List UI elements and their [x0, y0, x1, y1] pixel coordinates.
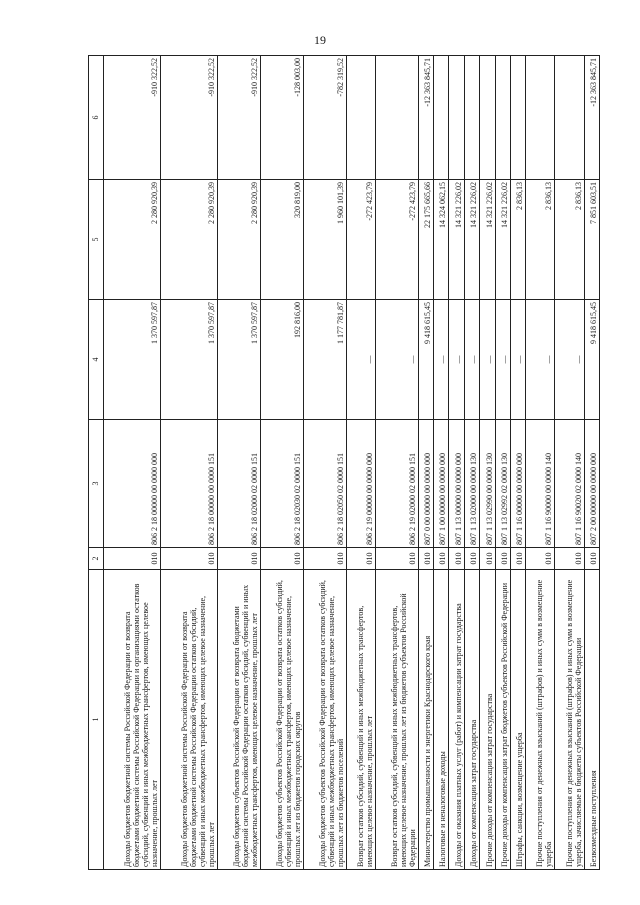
row-diff-value: -910 322,52	[217, 56, 260, 180]
row-diff-value: -910 322,52	[160, 56, 217, 180]
row-diff-value	[495, 56, 510, 180]
row-name: Доходы от оказания платных услуг (работ) и компенсации затрат государства	[449, 570, 464, 870]
column-header-2: 2	[89, 548, 104, 570]
column-header-6: 6	[89, 56, 104, 180]
row-name: Доходы бюджетов субъектов Российской Федерации от возврата остатков субсидий, субвенций и иных межбюджетных трансфертов, имеющих целевое назначение, прошлых лет из бюджетов поселений	[303, 570, 346, 870]
row-name: Прочие поступления от денежных взысканий (штрафов) и иных сумм в возмещение ущерба	[526, 570, 555, 870]
row-admin-code: 010	[346, 548, 375, 570]
row-plan-value: 9 418 615,45	[584, 300, 599, 420]
row-diff-value: -12 363 845,71	[584, 56, 599, 180]
row-exec-value: 14 321 226,02	[480, 180, 495, 300]
row-plan-value: —	[434, 300, 449, 420]
row-budget-code: 807 1 13 02990 00 0000 130	[480, 420, 495, 548]
row-name: Доходы бюджетов субъектов Российской Федерации от возврата бюджетами бюджетной системы Российской Федерации остатков субсидий, субвенций и иных межбюджетных трансфертов, имеющих целевое назначение, прошлых лет	[217, 570, 260, 870]
page-number: 19	[314, 33, 326, 47]
rotated-table	[88, 56, 600, 870]
row-plan-value: —	[449, 300, 464, 420]
row-name: Доходы от компенсации затрат государства	[464, 570, 479, 870]
row-admin-code: 010	[526, 548, 555, 570]
row-exec-value: 1 960 101,39	[303, 180, 346, 300]
row-admin-code: 010	[217, 548, 260, 570]
table-row	[434, 56, 449, 870]
row-admin-code: 010	[510, 548, 525, 570]
table-row	[480, 56, 495, 870]
row-diff-value	[526, 56, 555, 180]
row-exec-value: 2 836,13	[555, 180, 584, 300]
row-budget-code: 807 2 00 00000 00 0000 000	[584, 420, 599, 548]
table-row	[510, 56, 525, 870]
row-budget-code: 806 2 18 02050 02 0000 151	[303, 420, 346, 548]
row-name: Доходы бюджетов бюджетной системы Российской Федерации от возврата бюджетами бюджетной системы Российской Федерации остатков субсидий, субвенций и иных межбюджетных трансфертов, имеющих целевое назначение, прошлых лет	[160, 570, 217, 870]
row-name: Прочие поступления от денежных взысканий (штрафов) и иных сумм в возмещение ущерба, зачисляемые в бюджеты субъектов Российской Федерации	[555, 570, 584, 870]
row-exec-value: 7 851 603,51	[584, 180, 599, 300]
row-name: Налоговые и неналоговые доходы	[434, 570, 449, 870]
table-row	[346, 56, 375, 870]
table-row	[375, 56, 418, 870]
row-exec-value: 22 175 665,66	[418, 180, 433, 300]
row-admin-code: 010	[104, 548, 161, 570]
row-name: Прочие доходы от компенсации затрат бюджетов субъектов Российской Федерации	[495, 570, 510, 870]
row-plan-value: —	[495, 300, 510, 420]
row-budget-code: 806 2 19 02000 02 0000 151	[375, 420, 418, 548]
row-plan-value: —	[480, 300, 495, 420]
row-plan-value: 192 816,00	[260, 300, 303, 420]
column-header-3: 3	[89, 420, 104, 548]
row-exec-value: -272 423,79	[346, 180, 375, 300]
row-name: Безвозмездные поступления	[584, 570, 599, 870]
row-plan-value: —	[510, 300, 525, 420]
row-admin-code: 010	[434, 548, 449, 570]
table-row	[584, 56, 599, 870]
row-name: Министерство промышленности и энергетики Краснодарского края	[418, 570, 433, 870]
row-budget-code: 807 1 13 02992 02 0000 130	[495, 420, 510, 548]
row-diff-value	[555, 56, 584, 180]
row-exec-value: 2 280 920,39	[104, 180, 161, 300]
table-row	[464, 56, 479, 870]
row-diff-value: -128 003,00	[260, 56, 303, 180]
table-row	[260, 56, 303, 870]
row-diff-value	[480, 56, 495, 180]
table-row	[217, 56, 260, 870]
row-exec-value: 2 836,13	[510, 180, 525, 300]
table-row	[495, 56, 510, 870]
row-budget-code: 806 2 18 02000 02 0000 151	[217, 420, 260, 548]
revenue-table	[88, 55, 600, 870]
row-name: Возврат остатков субсидий, субвенций и иных межбюджетных трансфертов, имеющих целевое назначение, прошлых лет	[346, 570, 375, 870]
row-name: Прочие доходы от компенсации затрат государства	[480, 570, 495, 870]
row-plan-value: 1 370 597,87	[217, 300, 260, 420]
row-admin-code: 010	[495, 548, 510, 570]
table-row	[418, 56, 433, 870]
row-exec-value: -272 423,79	[375, 180, 418, 300]
row-budget-code: 806 2 18 00000 00 0000 151	[160, 420, 217, 548]
row-plan-value: —	[526, 300, 555, 420]
row-exec-value: 14 321 226,02	[495, 180, 510, 300]
row-diff-value	[510, 56, 525, 180]
column-header-4: 4	[89, 300, 104, 420]
row-name: Штрафы, санкции, возмещение ущерба	[510, 570, 525, 870]
row-plan-value: —	[464, 300, 479, 420]
row-plan-value: 1 370 597,87	[160, 300, 217, 420]
row-plan-value: 1 177 781,87	[303, 300, 346, 420]
row-budget-code: 807 0 00 00000 00 0000 000	[418, 420, 433, 548]
row-budget-code: 807 1 16 00000 00 0000 000	[510, 420, 525, 548]
row-plan-value: 9 418 615,45	[418, 300, 433, 420]
row-admin-code: 010	[464, 548, 479, 570]
column-header-5: 5	[89, 180, 104, 300]
column-header-1: 1	[89, 570, 104, 870]
row-exec-value: 2 280 920,39	[217, 180, 260, 300]
row-admin-code: 010	[375, 548, 418, 570]
row-admin-code: 010	[418, 548, 433, 570]
row-budget-code: 807 1 13 00000 00 0000 000	[449, 420, 464, 548]
row-diff-value	[449, 56, 464, 180]
row-diff-value	[434, 56, 449, 180]
row-name: Возврат остатков субсидий, субвенций и иных межбюджетных трансфертов, имеющих целевое назначение, прошлых лет из бюджетов субъектов Российской Федерации	[375, 570, 418, 870]
row-diff-value: -782 319,52	[303, 56, 346, 180]
row-budget-code: 806 2 18 02030 02 0000 151	[260, 420, 303, 548]
row-diff-value	[464, 56, 479, 180]
row-exec-value: 2 836,13	[526, 180, 555, 300]
row-diff-value: -12 363 845,71	[418, 56, 433, 180]
row-plan-value: —	[346, 300, 375, 420]
row-budget-code: 806 2 19 00000 00 0000 000	[346, 420, 375, 548]
row-budget-code: 806 2 18 00000 00 0000 000	[104, 420, 161, 548]
row-admin-code: 010	[555, 548, 584, 570]
row-diff-value	[375, 56, 418, 180]
row-exec-value: 14 321 226,02	[449, 180, 464, 300]
row-name: Доходы бюджетов бюджетной системы Российской Федерации от возврата бюджетами бюджетной системы Российской Федерации и организациями остатков субсидий, субвенций и иных межбюджетных трансфертов, имеющих целевое назначение, прошлых лет	[104, 570, 161, 870]
row-exec-value: 14 321 226,02	[464, 180, 479, 300]
header-row	[89, 56, 104, 870]
table-row	[555, 56, 584, 870]
row-exec-value: 14 324 062,15	[434, 180, 449, 300]
row-exec-value: 320 819,00	[260, 180, 303, 300]
row-plan-value: —	[555, 300, 584, 420]
row-admin-code: 010	[303, 548, 346, 570]
row-admin-code: 010	[160, 548, 217, 570]
row-admin-code: 010	[449, 548, 464, 570]
table-row	[104, 56, 161, 870]
row-budget-code: 807 1 16 90000 00 0000 140	[526, 420, 555, 548]
row-name: Доходы бюджетов субъектов Российской Федерации от возврата остатков субсидий, субвенций и иных межбюджетных трансфертов, имеющих целевое назначение, прошлых лет из бюджетов городских округов	[260, 570, 303, 870]
row-budget-code: 807 1 13 02000 00 0000 130	[464, 420, 479, 548]
rotated-table-container	[88, 56, 600, 870]
row-budget-code: 807 1 00 00000 00 0000 000	[434, 420, 449, 548]
row-exec-value: 2 280 920,39	[160, 180, 217, 300]
table-row	[526, 56, 555, 870]
row-diff-value: -910 322,52	[104, 56, 161, 180]
row-diff-value	[346, 56, 375, 180]
row-admin-code: 010	[584, 548, 599, 570]
row-admin-code: 010	[480, 548, 495, 570]
row-budget-code: 807 1 16 90020 02 0000 140	[555, 420, 584, 548]
row-plan-value: —	[375, 300, 418, 420]
table-row	[303, 56, 346, 870]
table-row	[160, 56, 217, 870]
row-plan-value: 1 370 597,87	[104, 300, 161, 420]
table-row	[449, 56, 464, 870]
row-admin-code: 010	[260, 548, 303, 570]
